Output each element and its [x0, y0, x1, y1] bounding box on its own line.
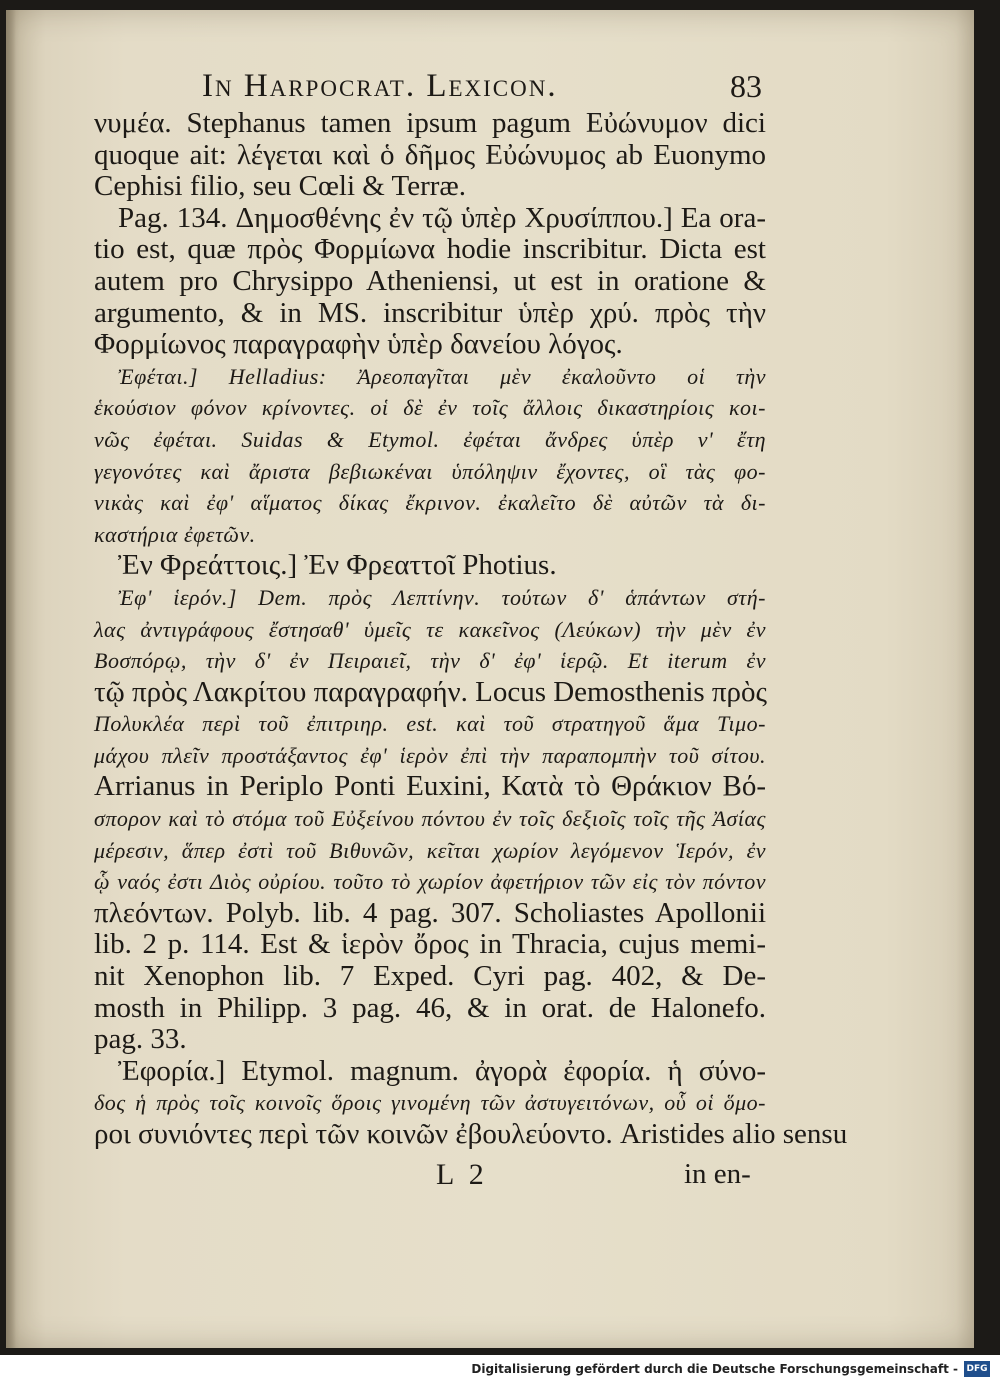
text-line: καστήρια ἐφετῶν.	[94, 521, 256, 547]
text-line: Βοσπόρῳ, τὴν δ' ἐν Πειραιεῖ, τὴν δ' ἐφ' ἱερῷ. Et iterum ἐν	[94, 648, 766, 674]
text-line: mosth in Philipp. 3 pag. 46, & in orat. de Halonefo.	[94, 991, 766, 1024]
text-line: Pag. 134. Δημοσθένης ἐν τῷ ὑπὲρ Χρυσίππου.] Ea ora-	[118, 201, 766, 234]
text-line: νῶς ἐφέται. Suidas & Etymol. ἐφέται ἄνδρες ὑπὲρ ν' ἔτη	[94, 426, 766, 452]
footer-credit: Digitalisierung gefördert durch die Deutsche Forschungsgemeinschaft -	[471, 1362, 958, 1376]
text-line: tio est, quæ πρὸς Φορμίωνα hodie inscribitur. Dicta est	[94, 233, 766, 266]
catchword: in en-	[684, 1158, 751, 1190]
text-line: Cephisi filio, seu Cœli & Terræ.	[94, 170, 467, 203]
text-line: ροι συνιόντες περὶ τῶν κοινῶν ἐβουλεύοντο. Aristides alio sensu	[94, 1118, 848, 1150]
text-line: μέρεσιν, ἅπερ ἐστὶ τοῦ Βιθυνῶν, κεῖται χωρίον λεγόμενον Ἱερόν, ἐν	[94, 837, 766, 863]
dfg-logo-icon: DFG	[964, 1361, 990, 1377]
digitization-footer	[0, 1355, 1000, 1383]
text-line: autem pro Chrysippo Atheniensi, ut est in oratione &	[94, 264, 766, 297]
running-head	[6, 62, 974, 106]
text-line: Πολυκλέα περὶ τοῦ ἐπιτριηρ. est. καὶ τοῦ στρατηγοῦ ἅμα Τιμο-	[94, 711, 766, 737]
text-line: Φορμίωνος παραγραφὴν ὑπὲρ δανείου λόγος.	[94, 328, 623, 361]
text-line: τῷ πρὸς Λακρίτου παραγραφήν. Locus Demosthenis πρὸς	[94, 675, 768, 708]
text-line: ἑκούσιον φόνον κρίνοντες. οἱ δὲ ἐν τοῖς ἄλλοις δικαστηρίοις κοι-	[94, 395, 766, 421]
text-line: lib. 2 p. 114. Est & ἱερὸν ὄρος in Thracia, cujus memi-	[94, 928, 766, 961]
running-head-title: In Harpocrat. Lexicon.	[202, 68, 558, 104]
text-line: pag. 33.	[94, 1023, 187, 1056]
signature-line	[6, 1154, 974, 1194]
text-line: γεγονότες καὶ ἄριστα βεβιωκέναι ὑπόληψιν ἔχοντες, οἳ τὰς φο-	[94, 458, 766, 484]
text-line: ᾧ ναός ἐστι Διὸς οὐρίου. τοῦτο τὸ χωρίον ἀφετήριον τῶν εἰς τὸν πόντον	[94, 869, 766, 895]
text-line: quoque ait: λέγεται καὶ ὁ δῆμος Εὐώνυμος ab Euonymo	[94, 138, 766, 171]
text-line: Ἐφέται.] Helladius: Ἀρεοπαγῖται μὲν ἐκαλοῦντο οἱ τὴν	[118, 363, 766, 389]
page-gutter-shadow	[6, 10, 16, 1348]
text-line: Ἐφ' ἱερόν.] Dem. πρὸς Λεπτίνην. τούτων δ' ἁπάντων στή-	[118, 584, 766, 610]
text-line: μάχου πλεῖν προστάξαντος ἐφ' ἱερὸν ἐπὶ τὴν παραπομπὴν τοῦ σίτου.	[94, 742, 766, 768]
text-line: σπορον καὶ τὸ στόμα τοῦ Εὐξείνου πόντου ἐν τοῖς δεξιοῖς τοῖς τῆς Ἀσίας	[94, 806, 766, 832]
book-page	[6, 10, 974, 1348]
text-line: argumento, & in MS. inscribitur ὑπὲρ χρύ. πρὸς τὴν	[94, 296, 766, 329]
text-line: Ἐν Φρεάττοις.] Ἐν Φρεαττοῖ Photius.	[118, 549, 557, 582]
text-line: δος ἡ πρὸς τοῖς κοινοῖς ὅροις γινομένη τῶν ἀστυγειτόνων, οὗ οἱ ὅμο-	[94, 1090, 766, 1116]
text-line: νυμέα. Stephanus tamen ipsum pagum Εὐώνυμον dici	[94, 107, 766, 139]
text-line: νικὰς καὶ ἐφ' αἵματος δίκας ἔκρινον. ἐκαλεῖτο δὲ αὐτῶν τὰ δι-	[94, 490, 766, 516]
text-line: nit Xenophon lib. 7 Exped. Cyri pag. 402, & De-	[94, 960, 766, 993]
printer-signature: L 2	[436, 1158, 488, 1191]
text-line: Ἐφορία.] Etymol. magnum. ἀγορὰ ἐφορία. ἡ σύνο-	[118, 1054, 766, 1087]
text-line: Arrianus in Periplo Ponti Euxini, Κατὰ τὸ Θράκιον Βό-	[94, 770, 766, 803]
text-line: πλεόντων. Polyb. lib. 4 pag. 307. Scholiastes Apollonii	[94, 896, 766, 929]
page-number: 83	[730, 68, 762, 104]
text-line: λας ἀντιγράφους ἔστησαθ' ὑμεῖς τε κακεῖνος (Λεύκων) τὴν μὲν ἐν	[94, 616, 766, 642]
body-text	[94, 107, 848, 1151]
